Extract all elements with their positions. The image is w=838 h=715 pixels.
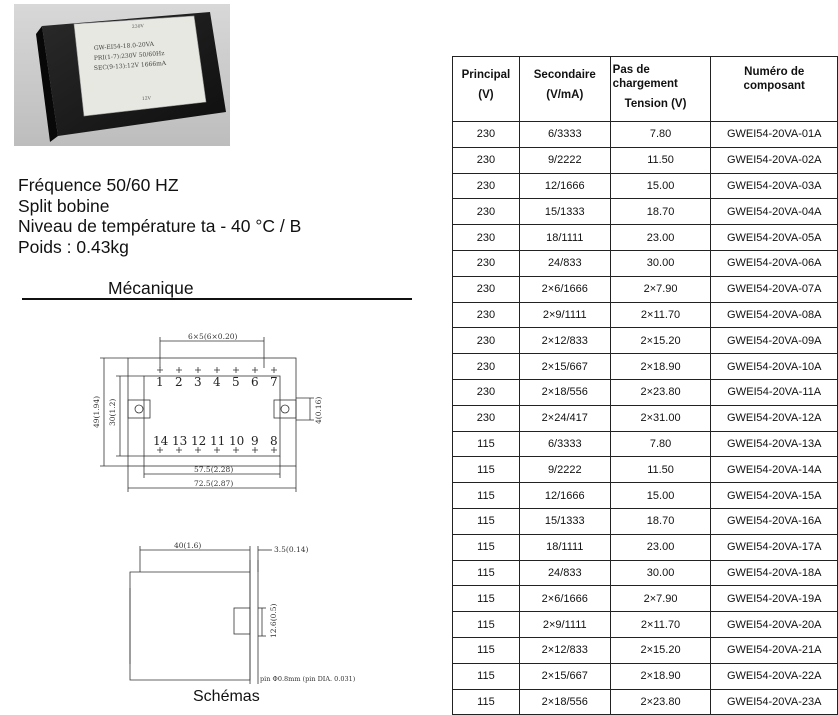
col-principal-unit: (V) [478, 89, 494, 101]
table-row [453, 457, 838, 483]
pin-number: 12 [191, 434, 207, 448]
cell-secondaire: 2×18/556 [519, 689, 610, 715]
mechanical-drawing-side [120, 538, 380, 693]
cell-principal: 230 [453, 302, 520, 328]
cell-tension: 2×18.90 [610, 663, 711, 689]
pin-number: 14 [153, 434, 169, 448]
cell-part-number: GWEI54-20VA-01A [711, 122, 838, 148]
cell-secondaire: 6/3333 [519, 122, 610, 148]
table-row [453, 328, 838, 354]
cell-tension: 2×23.80 [610, 689, 711, 715]
cell-secondaire: 18/1111 [519, 534, 610, 560]
dim-pin-pitch: 6×5(6×0.20) [188, 332, 238, 341]
cell-part-number: GWEI54-20VA-20A [711, 612, 838, 638]
cell-part-number: GWEI54-20VA-07A [711, 276, 838, 302]
cell-principal: 115 [453, 483, 520, 509]
dim-pin-height: 12.6(0.5) [269, 603, 278, 638]
col-secondaire-unit: (V/mA) [546, 89, 584, 101]
cell-secondaire: 2×12/833 [519, 637, 610, 663]
spec-table [452, 56, 838, 715]
cell-tension: 2×23.80 [610, 379, 711, 405]
col-numero-line2: composant [743, 80, 805, 92]
cell-principal: 230 [453, 147, 520, 173]
cell-part-number: GWEI54-20VA-14A [711, 457, 838, 483]
dim-height-inner: 30(1.2) [108, 398, 117, 426]
col-pas [610, 57, 711, 122]
col-pas-line1: Pas de [612, 64, 650, 76]
table-row [453, 250, 838, 276]
table-row [453, 431, 838, 457]
cell-tension: 2×31.00 [610, 405, 711, 431]
cell-secondaire: 2×15/667 [519, 663, 610, 689]
cell-tension: 2×15.20 [610, 637, 711, 663]
pin-numbers-bottom [153, 434, 278, 448]
table-row [453, 612, 838, 638]
cell-principal: 230 [453, 250, 520, 276]
cell-principal: 115 [453, 508, 520, 534]
cell-secondaire: 9/2222 [519, 457, 610, 483]
cell-part-number: GWEI54-20VA-22A [711, 663, 838, 689]
cell-secondaire: 9/2222 [519, 147, 610, 173]
cell-tension: 30.00 [610, 560, 711, 586]
cell-tension: 23.00 [610, 534, 711, 560]
cell-secondaire: 6/3333 [519, 431, 610, 457]
cell-secondaire: 15/1333 [519, 199, 610, 225]
cell-part-number: GWEI54-20VA-02A [711, 147, 838, 173]
table-row [453, 354, 838, 380]
cell-principal: 230 [453, 405, 520, 431]
col-principal-label: Principal [461, 69, 511, 81]
cell-principal: 230 [453, 225, 520, 251]
photo-label-line1: GW-EI54-18.0-20VA [93, 40, 155, 52]
cell-tension: 15.00 [610, 173, 711, 199]
dim-offset: 3.5(0.14) [274, 545, 309, 554]
dim-mount-hole: 4(0.16) [314, 396, 323, 424]
cell-secondaire: 15/1333 [519, 508, 610, 534]
mechanical-title: Mécanique [108, 278, 194, 298]
cell-principal: 115 [453, 637, 520, 663]
cell-tension: 2×7.90 [610, 276, 711, 302]
cell-principal: 230 [453, 276, 520, 302]
cell-tension: 11.50 [610, 457, 711, 483]
table-row [453, 534, 838, 560]
cell-tension: 11.50 [610, 147, 711, 173]
spec-frequency: Fréquence 50/60 HZ [18, 175, 179, 195]
pin-number: 11 [210, 434, 226, 448]
cell-principal: 230 [453, 173, 520, 199]
pin-number: 4 [213, 375, 221, 389]
cell-part-number: GWEI54-20VA-18A [711, 560, 838, 586]
specs-block [18, 175, 301, 257]
dim-depth: 40(1.6) [174, 541, 202, 550]
pin-number: 13 [172, 434, 188, 448]
pin-note: pin Φ0.8mm (pin DIA. 0.031) [260, 675, 356, 683]
table-row [453, 483, 838, 509]
table-row [453, 122, 838, 148]
cell-secondaire: 2×9/1111 [519, 302, 610, 328]
cell-tension: 2×11.70 [610, 612, 711, 638]
dim-height-outer: 49(1.94) [92, 395, 101, 428]
table-row [453, 663, 838, 689]
table-row [453, 689, 838, 715]
table-body [453, 122, 838, 715]
cell-secondaire: 12/1666 [519, 173, 610, 199]
cell-secondaire: 2×6/1666 [519, 586, 610, 612]
cell-secondaire: 2×12/833 [519, 328, 610, 354]
cell-principal: 230 [453, 122, 520, 148]
cell-secondaire: 2×6/1666 [519, 276, 610, 302]
cell-part-number: GWEI54-20VA-06A [711, 250, 838, 276]
cell-secondaire: 2×24/417 [519, 405, 610, 431]
cell-part-number: GWEI54-20VA-19A [711, 586, 838, 612]
table-row [453, 560, 838, 586]
col-pas-line3: Tension (V) [624, 98, 687, 110]
photo-label-line3: SEC(9-13):12V 1666mA [93, 59, 167, 72]
spec-temperature: Niveau de température ta - 40 °C / B [18, 216, 302, 236]
pin-number: 1 [156, 375, 164, 389]
spec-bobbin: Split bobine [18, 195, 110, 216]
spec-weight: Poids : 0.43kg [18, 236, 129, 257]
cell-secondaire: 18/1111 [519, 225, 610, 251]
product-photo [14, 4, 230, 146]
cell-tension: 2×18.90 [610, 354, 711, 380]
table-row [453, 379, 838, 405]
table-row [453, 225, 838, 251]
cell-tension: 7.80 [610, 431, 711, 457]
table-header-row [453, 57, 838, 122]
cell-part-number: GWEI54-20VA-10A [711, 354, 838, 380]
cell-part-number: GWEI54-20VA-08A [711, 302, 838, 328]
cell-part-number: GWEI54-20VA-15A [711, 483, 838, 509]
cell-part-number: GWEI54-20VA-11A [711, 379, 838, 405]
cell-secondaire: 24/833 [519, 560, 610, 586]
cell-part-number: GWEI54-20VA-04A [711, 199, 838, 225]
pin-number: 5 [232, 375, 240, 389]
cell-part-number: GWEI54-20VA-13A [711, 431, 838, 457]
cell-principal: 115 [453, 457, 520, 483]
cell-principal: 115 [453, 431, 520, 457]
cell-principal: 230 [453, 199, 520, 225]
col-secondaire [519, 57, 610, 122]
pin-numbers-top [156, 375, 278, 389]
cell-part-number: GWEI54-20VA-09A [711, 328, 838, 354]
photo-label-bottom: 12V [141, 96, 152, 102]
col-secondaire-label: Secondaire [533, 69, 596, 81]
cell-tension: 18.70 [610, 199, 711, 225]
col-numero [711, 57, 838, 122]
cell-principal: 115 [453, 663, 520, 689]
cell-part-number: GWEI54-20VA-16A [711, 508, 838, 534]
table-row [453, 199, 838, 225]
table-row [453, 508, 838, 534]
cell-tension: 2×7.90 [610, 586, 711, 612]
table-row [453, 276, 838, 302]
table-row [453, 586, 838, 612]
pin-number: 8 [270, 434, 278, 448]
col-pas-line2: chargement [612, 78, 678, 90]
cell-part-number: GWEI54-20VA-23A [711, 689, 838, 715]
cell-part-number: GWEI54-20VA-12A [711, 405, 838, 431]
photo-label-top: 230V [131, 24, 144, 30]
pin-number: 9 [251, 434, 259, 448]
cell-principal: 115 [453, 534, 520, 560]
cell-part-number: GWEI54-20VA-21A [711, 637, 838, 663]
cell-tension: 2×15.20 [610, 328, 711, 354]
schema-title: Schémas [193, 688, 260, 705]
mechanical-divider [22, 298, 412, 300]
pin-number: 7 [270, 375, 278, 389]
photo-label-line2: PRI(1-7):230V 50/60Hz [93, 50, 165, 62]
cell-tension: 18.70 [610, 508, 711, 534]
cell-secondaire: 12/1666 [519, 483, 610, 509]
dim-width-outer: 72.5(2.87) [194, 479, 234, 488]
cell-tension: 23.00 [610, 225, 711, 251]
pin-number: 10 [229, 434, 245, 448]
cell-tension: 15.00 [610, 483, 711, 509]
cell-secondaire: 24/833 [519, 250, 610, 276]
cell-part-number: GWEI54-20VA-05A [711, 225, 838, 251]
table-row [453, 637, 838, 663]
cell-part-number: GWEI54-20VA-03A [711, 173, 838, 199]
cell-principal: 230 [453, 379, 520, 405]
cell-principal: 115 [453, 689, 520, 715]
cell-principal: 115 [453, 586, 520, 612]
table-row [453, 302, 838, 328]
cell-principal: 115 [453, 612, 520, 638]
cell-secondaire: 2×15/667 [519, 354, 610, 380]
cell-tension: 30.00 [610, 250, 711, 276]
table-row [453, 173, 838, 199]
table-row [453, 147, 838, 173]
cell-secondaire: 2×9/1111 [519, 612, 610, 638]
pin-number: 2 [175, 375, 183, 389]
dim-width-inner: 57.5(2.28) [194, 465, 234, 474]
pin-number: 6 [251, 375, 259, 389]
mechanical-drawing-top [84, 328, 344, 513]
col-numero-line1: Numéro de [744, 66, 805, 78]
cell-principal: 230 [453, 328, 520, 354]
cell-part-number: GWEI54-20VA-17A [711, 534, 838, 560]
cell-tension: 2×11.70 [610, 302, 711, 328]
cell-principal: 115 [453, 560, 520, 586]
cell-principal: 230 [453, 354, 520, 380]
table-row [453, 405, 838, 431]
col-principal [453, 57, 520, 122]
cell-tension: 7.80 [610, 122, 711, 148]
pin-number: 3 [194, 375, 202, 389]
cell-secondaire: 2×18/556 [519, 379, 610, 405]
